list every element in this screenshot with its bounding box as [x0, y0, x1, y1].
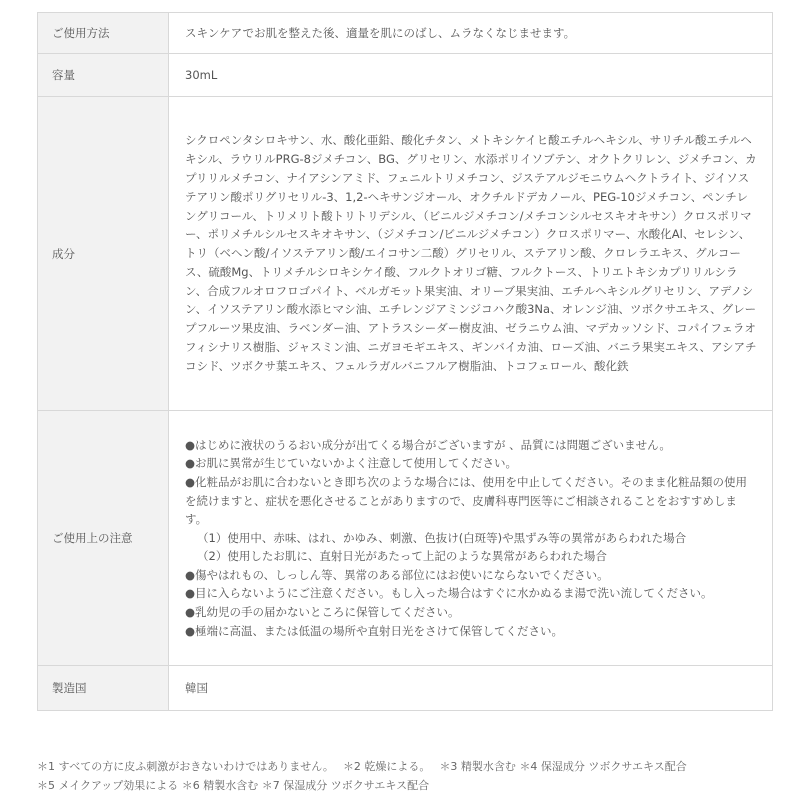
spec-label-volume: 容量 [38, 54, 169, 97]
caution-item: ●極端に高温、または低温の場所や直射日光をさけて保管してください。 [185, 623, 564, 638]
spec-row-cautions [38, 411, 773, 666]
footnote: ＊3 精製水含む [439, 760, 516, 773]
spec-value-cautions [169, 411, 773, 666]
caution-item: ●はじめに液状のうるおい成分が出てくる場合がございますが 、品質には問題ございません。 [185, 437, 671, 452]
spec-row-volume [38, 54, 773, 97]
footnote: ＊7 保湿成分 ツボクサエキス配合 [261, 778, 430, 792]
spec-value-usage: スキンケアでお肌を整えた後、適量を肌にのばし、ムラなくなじませます。 [169, 13, 773, 54]
caution-subitem: （1）使用中、赤味、はれ、かゆみ、刺激、色抜け(白斑等)や黒ずみ等の異常があらわれた場合 [197, 530, 687, 545]
spec-label-usage: ご使用方法 [38, 13, 169, 54]
spec-value-origin: 韓国 [169, 666, 773, 711]
spec-label-ingredients: 成分 [38, 97, 169, 411]
caution-item: ●傷やはれもの、しっしん等、異常のある部位にはお使いにならないでください。 [185, 567, 609, 582]
footnote: ＊1 すべての方に皮ふ刺激がおきないわけではありません。 [37, 760, 329, 773]
spec-row-ingredients [38, 97, 773, 411]
caution-item: ●化粧品がお肌に合わないとき即ち次のような場合には、使用を中止してください。そのまま化粧品類の使用を続けますと、症状を悪化させることがありますので、皮膚科専門医等にご相談されることをおすすめします。 [185, 474, 748, 527]
spec-label-cautions: ご使用上の注意 [38, 411, 169, 666]
footnote: ＊4 保湿成分 ツボクサエキス配合 [519, 760, 687, 773]
spec-value-ingredients: シクロペンタシロキサン、水、酸化亜鉛、酸化チタン、メトキシケイヒ酸エチルヘキシル、サリチル酸エチルヘキシル、ラウリルPRG-8ジメチコン、BG、グリセリン、水添ポリイソブテン、オクトクリレン、ジメチコン、カプリリルメチコン、ナイアシンアミド、フェニルトリメチコン、ジステアルジモニウムヘクトライト、ジイソステアリン酸ポリグリセリル-3、1,2-ヘキサンジオール、オクチルドデカノール、PEG-10ジメチコン、ペンチレングリコール、トリメリト酸トリトリデシル、（ビニルジメチコン/メチコンシルセスキオキサン）クロスポリマー、ポリメチルシルセスキオキサン、（ジメチコン/ビニルジメチコン）クロスポリマー、水酸化Al、セレシン、トリ（ベヘン酸/イソステアリン酸/エイコサン二酸）グリセリル、ステアリン酸、クロレラエキス、グルコース、硫酸Mg、トリメチルシロキシケイ酸、フルクトオリゴ糖、フルクトース、トリエトキシカプリリルシラン、合成フルオロフロゴパイト、ベルガモット果実油、オリーブ果実油、エチルヘキシルグリセリン、アデノシン、イソステアリン酸水添ヒマシ油、エチレンジアミンジコハク酸3Na、オレンジ油、ツボクサエキス、グレープフルーツ果皮油、ラベンダー油、アトラスシーダー樹皮油、ゼラニウム油、マデカッソシド、コパイフェラオフィシナリス樹脂、ジャスミン油、ニガヨモギエキス、ギンバイカ油、ローズ油、バニラ果実エキス、アシアチコシド、ツボクサ葉エキス、フェルラガルバニフルア樹脂油、トコフェロール、酸化鉄 [169, 97, 773, 411]
footnotes [37, 758, 777, 795]
footnote: ＊5 メイクアップ効果による [37, 778, 179, 792]
spec-row-usage [38, 13, 773, 54]
caution-subitem: （2）使用したお肌に、直射日光があたって上記のような異常があらわれた場合 [197, 549, 607, 564]
footnote: ＊6 精製水含む [181, 778, 259, 792]
product-spec-table [37, 12, 773, 711]
spec-label-origin: 製造国 [38, 666, 169, 711]
caution-item: ●目に入らないようにご注意ください。もし入った場合はすぐに水かぬるま湯で洗い流してください。 [185, 586, 713, 601]
spec-row-origin [38, 666, 773, 711]
caution-item: ●乳幼児の手の届かないところに保管してください。 [185, 605, 460, 620]
spec-value-volume: 30mL [169, 54, 773, 97]
caution-item: ●お肌に異常が生じていないかよく注意して使用してください。 [185, 456, 518, 471]
footnote: ＊2 乾燥による。 [342, 760, 425, 773]
